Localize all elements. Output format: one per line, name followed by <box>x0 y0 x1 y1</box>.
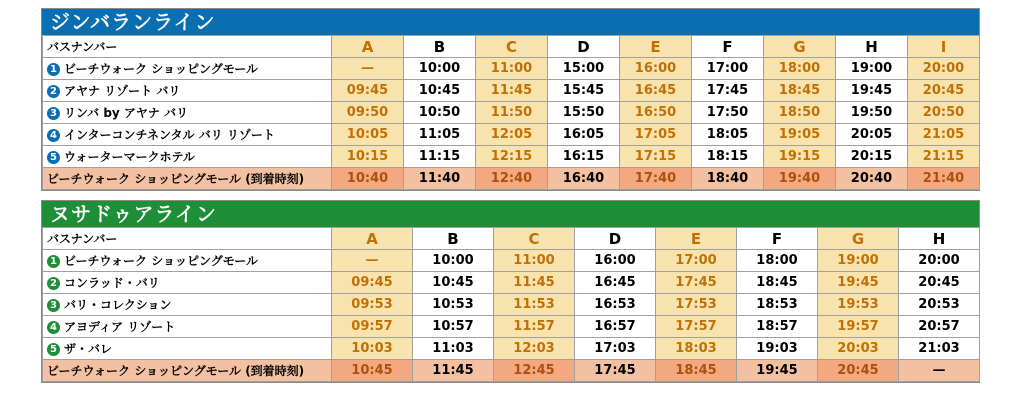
departure-time: 09:53 <box>332 294 413 316</box>
departure-time: 19:45 <box>836 80 908 102</box>
departure-time: 10:15 <box>332 146 404 168</box>
departure-time: 09:45 <box>332 80 404 102</box>
departure-time: 16:53 <box>575 294 656 316</box>
departure-time: — <box>332 58 404 80</box>
departure-time: 19:00 <box>818 250 899 272</box>
departure-time: 21:03 <box>899 338 980 360</box>
stop-number-badge: 1 <box>47 63 60 76</box>
arrival-time: 20:40 <box>836 168 908 190</box>
departure-time: 19:15 <box>764 146 836 168</box>
departure-time: 20:15 <box>836 146 908 168</box>
bus-column-header: I <box>908 36 980 58</box>
bus-column-header: D <box>548 36 620 58</box>
departure-time: 20:57 <box>899 316 980 338</box>
departure-time: 18:45 <box>737 272 818 294</box>
departure-time: 15:00 <box>548 58 620 80</box>
departure-time: 20:00 <box>899 250 980 272</box>
arrival-time: 10:45 <box>332 360 413 382</box>
arrival-time: 19:45 <box>737 360 818 382</box>
jimbaran-line-timetable <box>41 8 980 191</box>
arrival-row <box>43 168 980 190</box>
departure-time: 09:57 <box>332 316 413 338</box>
departure-time: 17:45 <box>692 80 764 102</box>
departure-time: 10:50 <box>404 102 476 124</box>
departure-time: 11:50 <box>476 102 548 124</box>
departure-time: 18:03 <box>656 338 737 360</box>
departure-time: 18:05 <box>692 124 764 146</box>
arrival-time: 17:45 <box>575 360 656 382</box>
departure-time: 17:57 <box>656 316 737 338</box>
departure-time: 11:00 <box>494 250 575 272</box>
departure-time: 21:15 <box>908 146 980 168</box>
departure-time: 16:45 <box>575 272 656 294</box>
departure-time: 09:50 <box>332 102 404 124</box>
departure-time: 10:05 <box>332 124 404 146</box>
nusa-dua-line-timetable <box>41 200 980 383</box>
bus-column-header: B <box>413 228 494 250</box>
bus-column-header: G <box>818 228 899 250</box>
departure-time: 21:05 <box>908 124 980 146</box>
stop-name: ウォーターマークホテル <box>64 150 195 164</box>
stop-name: アヤナ リゾート バリ <box>64 84 181 98</box>
departure-time: 17:45 <box>656 272 737 294</box>
stop-number-badge: 4 <box>47 321 60 334</box>
departure-time: 20:05 <box>836 124 908 146</box>
bus-column-header: H <box>899 228 980 250</box>
stop-row <box>43 316 980 338</box>
departure-time: 19:57 <box>818 316 899 338</box>
departure-time: 12:03 <box>494 338 575 360</box>
stop-name: ビーチウォーク ショッピングモール <box>64 62 259 76</box>
stop-row <box>43 58 980 80</box>
stop-number-badge: 3 <box>47 299 60 312</box>
departure-time: 19:00 <box>836 58 908 80</box>
departure-time: 18:15 <box>692 146 764 168</box>
departure-time: 16:05 <box>548 124 620 146</box>
departure-time: 19:45 <box>818 272 899 294</box>
arrival-time: 12:45 <box>494 360 575 382</box>
stop-row <box>43 250 980 272</box>
bus-column-header: C <box>476 36 548 58</box>
departure-time: 16:45 <box>620 80 692 102</box>
stop-name: ザ・バレ <box>64 342 113 356</box>
departure-time: 11:45 <box>476 80 548 102</box>
stop-name-cell <box>43 58 332 80</box>
stop-number-badge: 5 <box>47 151 60 164</box>
arrival-time: 18:40 <box>692 168 764 190</box>
arrival-time: 17:40 <box>620 168 692 190</box>
stop-row <box>43 294 980 316</box>
stop-row <box>43 124 980 146</box>
departure-time: 11:03 <box>413 338 494 360</box>
arrival-time: 11:45 <box>413 360 494 382</box>
departure-time: 20:45 <box>899 272 980 294</box>
stop-number-badge: 2 <box>47 277 60 290</box>
departure-time: 17:00 <box>656 250 737 272</box>
departure-time: 18:57 <box>737 316 818 338</box>
stop-number-badge: 4 <box>47 129 60 142</box>
departure-time: 10:45 <box>404 80 476 102</box>
stop-row <box>43 80 980 102</box>
bus-column-header: A <box>332 228 413 250</box>
departure-time: 18:00 <box>737 250 818 272</box>
departure-time: 11:45 <box>494 272 575 294</box>
departure-time: 17:15 <box>620 146 692 168</box>
departure-time: 09:45 <box>332 272 413 294</box>
stop-name-cell <box>43 250 332 272</box>
departure-time: 19:05 <box>764 124 836 146</box>
arrival-time: 12:40 <box>476 168 548 190</box>
stop-name-cell <box>43 294 332 316</box>
stop-name-cell <box>43 338 332 360</box>
arrival-time: 10:40 <box>332 168 404 190</box>
route-title: ジンバランライン <box>42 9 979 35</box>
stop-name: バリ・コレクション <box>64 298 172 312</box>
bus-column-header: E <box>620 36 692 58</box>
departure-time: 17:00 <box>692 58 764 80</box>
bus-column-header: E <box>656 228 737 250</box>
bus-column-header: D <box>575 228 656 250</box>
departure-time: 10:57 <box>413 316 494 338</box>
bus-column-header: B <box>404 36 476 58</box>
arrival-label: ビーチウォーク ショッピングモール (到着時刻) <box>43 360 332 382</box>
stop-name-cell <box>43 316 332 338</box>
stop-row <box>43 146 980 168</box>
stop-name: ビーチウォーク ショッピングモール <box>64 254 259 268</box>
bus-column-header: H <box>836 36 908 58</box>
arrival-time: 11:40 <box>404 168 476 190</box>
departure-time: 18:53 <box>737 294 818 316</box>
departure-time: 16:00 <box>575 250 656 272</box>
route-title: ヌサドゥアライン <box>42 201 979 227</box>
arrival-time: 21:40 <box>908 168 980 190</box>
departure-time: — <box>332 250 413 272</box>
bus-column-header: F <box>692 36 764 58</box>
bus-column-header: A <box>332 36 404 58</box>
departure-time: 10:45 <box>413 272 494 294</box>
stop-number-badge: 5 <box>47 343 60 356</box>
arrival-time: 16:40 <box>548 168 620 190</box>
departure-time: 19:50 <box>836 102 908 124</box>
departure-time: 10:03 <box>332 338 413 360</box>
departure-time: 20:45 <box>908 80 980 102</box>
arrival-time: 19:40 <box>764 168 836 190</box>
departure-time: 10:53 <box>413 294 494 316</box>
arrival-row <box>43 360 980 382</box>
stop-row <box>43 102 980 124</box>
stop-name: インターコンチネンタル バリ リゾート <box>64 128 275 142</box>
timetable <box>42 227 980 382</box>
bus-column-header: C <box>494 228 575 250</box>
stop-number-badge: 1 <box>47 255 60 268</box>
departure-time: 16:00 <box>620 58 692 80</box>
stop-name: コンラッド・バリ <box>64 276 160 290</box>
stop-row <box>43 272 980 294</box>
stop-name: リンバ by アヤナ バリ <box>64 106 189 120</box>
departure-time: 10:00 <box>404 58 476 80</box>
departure-time: 20:00 <box>908 58 980 80</box>
departure-time: 20:53 <box>899 294 980 316</box>
stop-name-cell <box>43 272 332 294</box>
departure-time: 12:05 <box>476 124 548 146</box>
bus-column-header: G <box>764 36 836 58</box>
stop-number-badge: 2 <box>47 85 60 98</box>
stop-name: アヨディア リゾート <box>64 320 176 334</box>
departure-time: 17:50 <box>692 102 764 124</box>
departure-time: 16:57 <box>575 316 656 338</box>
arrival-time: 20:45 <box>818 360 899 382</box>
arrival-time: — <box>899 360 980 382</box>
bus-number-label: バスナンバー <box>43 36 332 58</box>
departure-time: 18:00 <box>764 58 836 80</box>
stop-number-badge: 3 <box>47 107 60 120</box>
header-row <box>43 36 980 58</box>
bus-column-header: F <box>737 228 818 250</box>
departure-time: 19:03 <box>737 338 818 360</box>
bus-number-label: バスナンバー <box>43 228 332 250</box>
departure-time: 11:53 <box>494 294 575 316</box>
departure-time: 15:45 <box>548 80 620 102</box>
departure-time: 16:15 <box>548 146 620 168</box>
departure-time: 11:05 <box>404 124 476 146</box>
departure-time: 10:00 <box>413 250 494 272</box>
arrival-label: ビーチウォーク ショッピングモール (到着時刻) <box>43 168 332 190</box>
departure-time: 17:03 <box>575 338 656 360</box>
stop-name-cell <box>43 80 332 102</box>
departure-time: 11:00 <box>476 58 548 80</box>
departure-time: 15:50 <box>548 102 620 124</box>
stop-name-cell <box>43 124 332 146</box>
departure-time: 17:53 <box>656 294 737 316</box>
departure-time: 18:50 <box>764 102 836 124</box>
departure-time: 19:53 <box>818 294 899 316</box>
departure-time: 18:45 <box>764 80 836 102</box>
arrival-time: 18:45 <box>656 360 737 382</box>
departure-time: 12:15 <box>476 146 548 168</box>
departure-time: 20:50 <box>908 102 980 124</box>
timetable <box>42 35 980 190</box>
stop-name-cell <box>43 102 332 124</box>
stop-row <box>43 338 980 360</box>
stop-name-cell <box>43 146 332 168</box>
departure-time: 11:57 <box>494 316 575 338</box>
departure-time: 16:50 <box>620 102 692 124</box>
departure-time: 11:15 <box>404 146 476 168</box>
header-row <box>43 228 980 250</box>
departure-time: 17:05 <box>620 124 692 146</box>
departure-time: 20:03 <box>818 338 899 360</box>
